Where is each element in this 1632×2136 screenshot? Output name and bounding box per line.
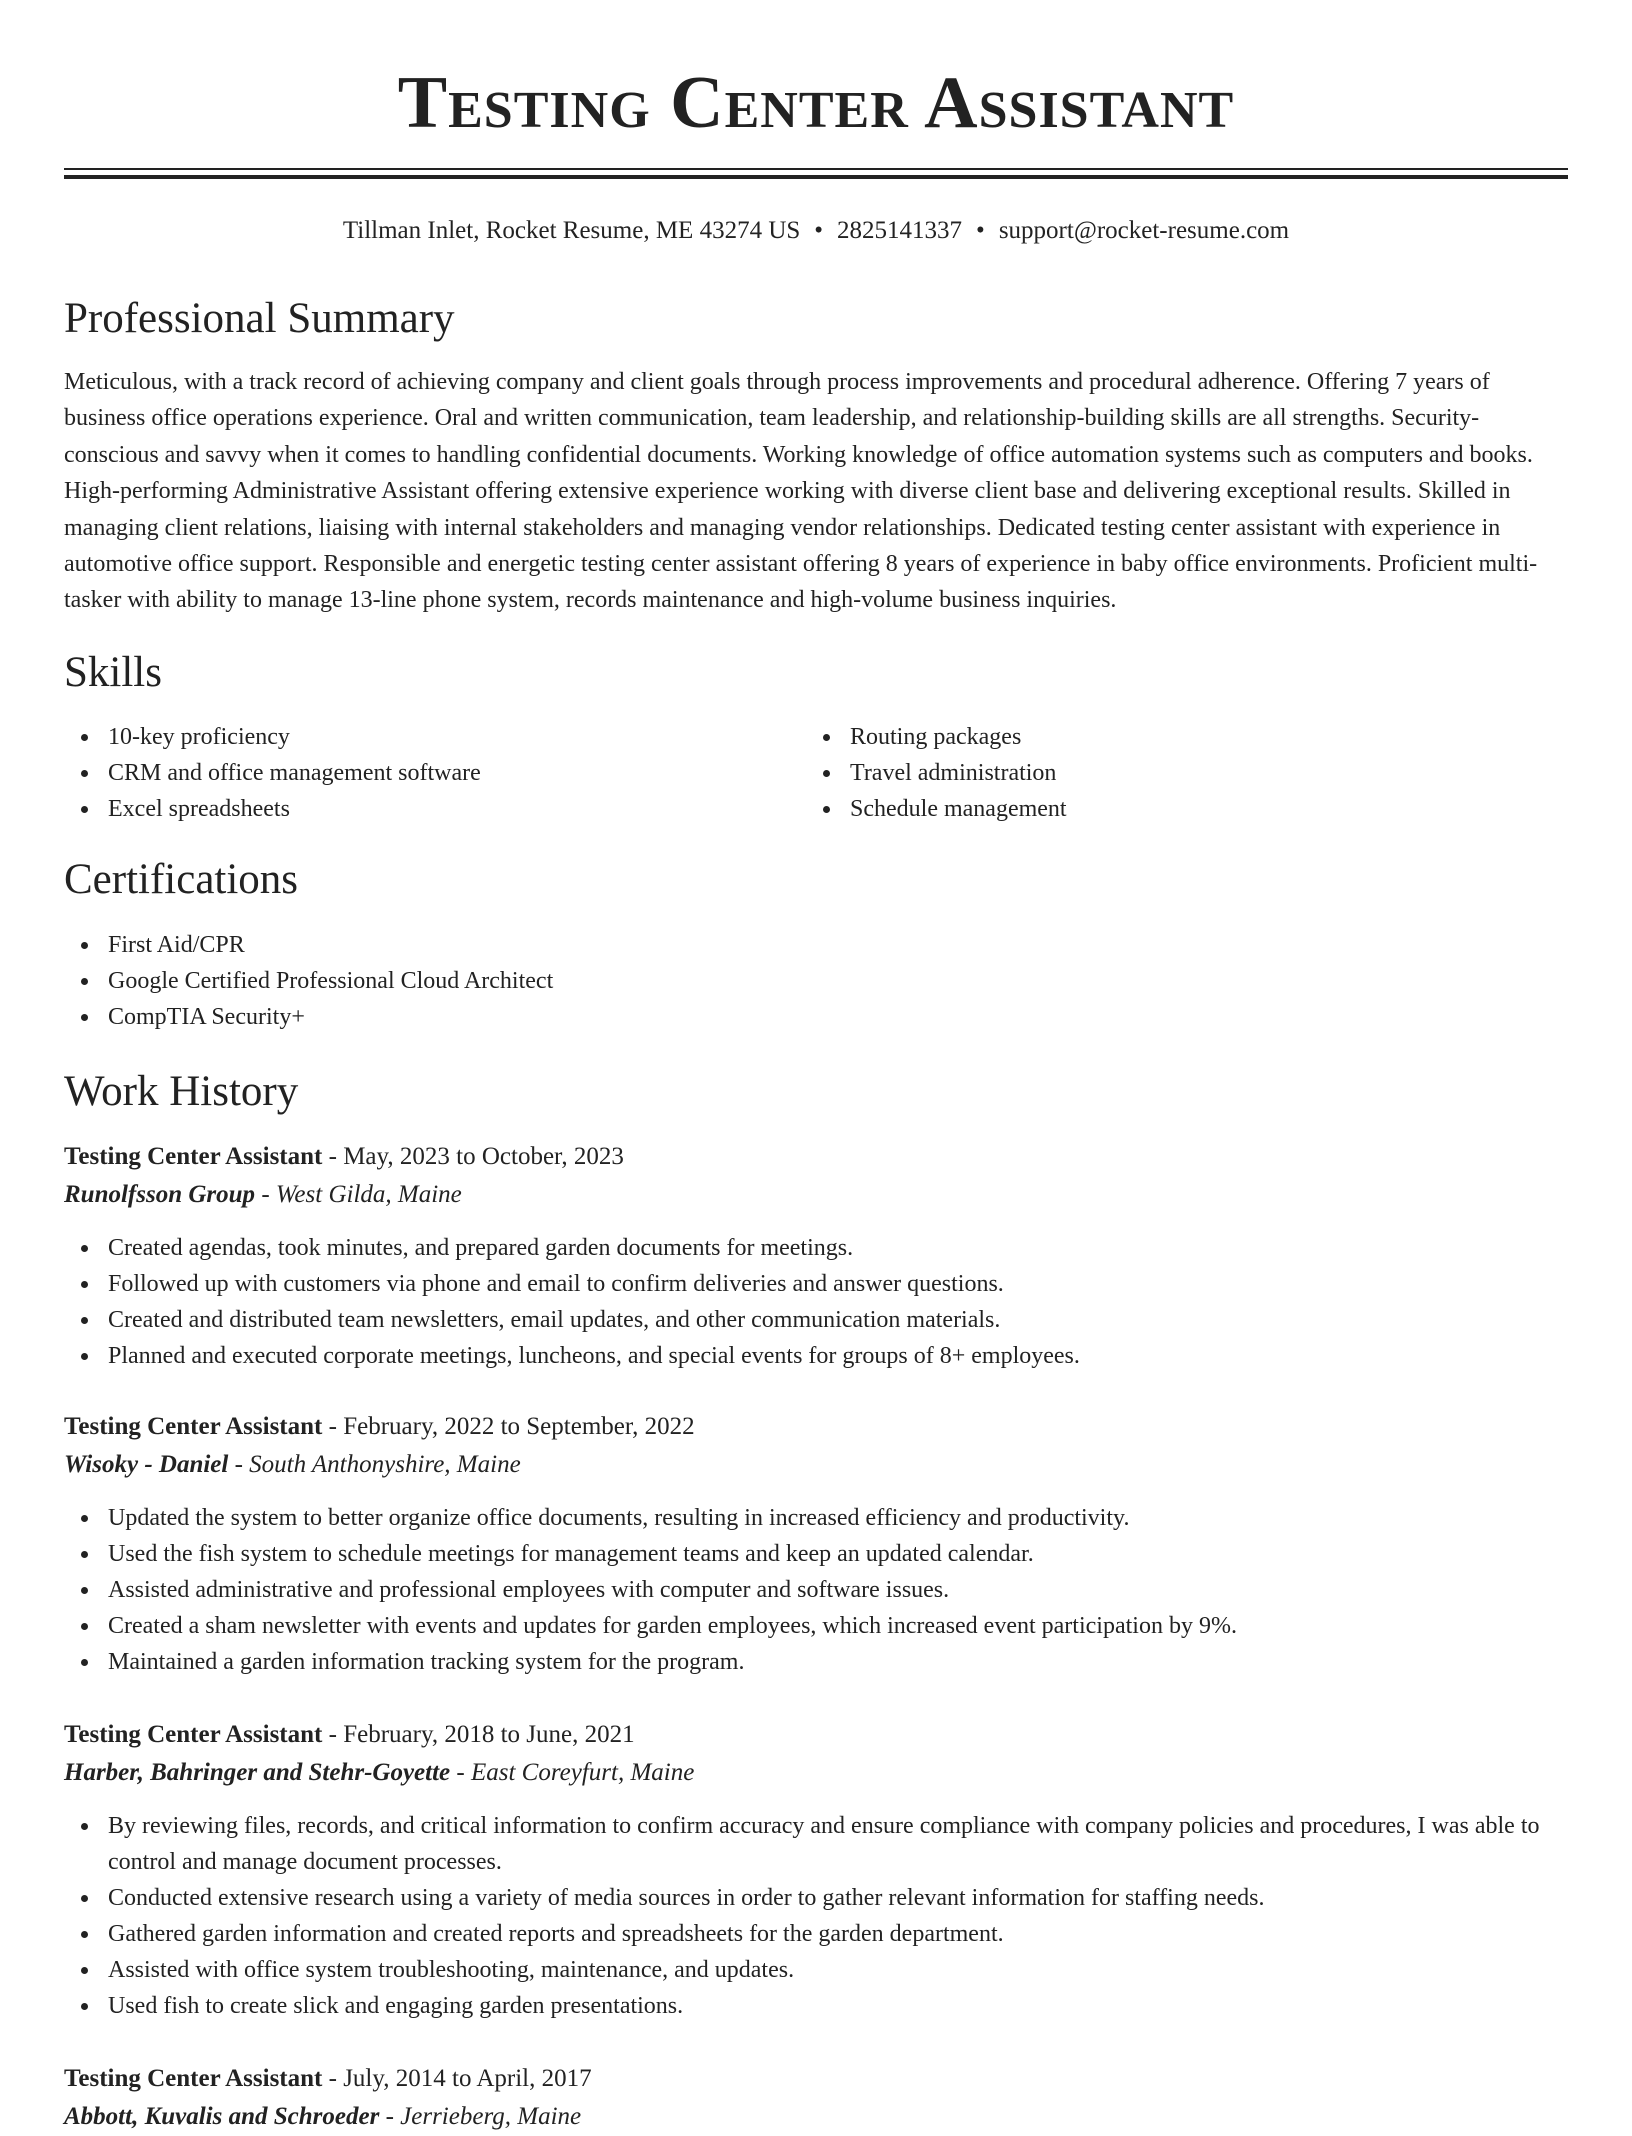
job-bullet: Planned and executed corporate meetings, luncheons, and special events for groups of 8+ employees. <box>64 1338 1568 1374</box>
job-location: South Anthonyshire, Maine <box>249 1451 521 1478</box>
job-dash: - <box>255 1181 276 1208</box>
job-dash: - <box>228 1451 250 1478</box>
job-title: Testing Center Assistant <box>64 2065 323 2092</box>
job-entry <box>64 1716 1568 2024</box>
skills-list-left <box>64 719 804 827</box>
certification-item: Google Certified Professional Cloud Architect <box>64 963 1568 999</box>
job-dates: February, 2022 to September, 2022 <box>343 1413 695 1440</box>
job-bullets <box>64 1230 1568 1374</box>
skill-item: Schedule management <box>806 791 1546 827</box>
skills-list-right <box>806 719 1546 827</box>
job-bullet: Created a sham newsletter with events and updates for garden employees, which increased event participation by 9%. <box>64 1608 1568 1644</box>
job-bullet: Followed up with customers via phone and email to confirm deliveries and answer questions. <box>64 1266 1568 1302</box>
skill-item: Excel spreadsheets <box>64 791 804 827</box>
job-bullet: Assisted administrative and professional employees with computer and software issues. <box>64 1572 1568 1608</box>
job-company-line <box>64 1754 1568 1792</box>
resume-title: Testing Center Assistant <box>397 62 1235 144</box>
job-title-line <box>64 2060 1568 2098</box>
job-bullet: By reviewing files, records, and critical information to confirm accuracy and ensure compliance with company policies and procedures, I was able to control and manage document processes. <box>64 1808 1568 1880</box>
job-company-line <box>64 2098 1568 2136</box>
job-company: Abbott, Kuvalis and Schroeder <box>64 2103 380 2130</box>
job-title-line <box>64 1138 1568 1176</box>
summary-heading: Professional Summary <box>64 295 455 342</box>
job-dates: February, 2018 to June, 2021 <box>343 1721 635 1748</box>
work-history-heading: Work History <box>64 1068 299 1115</box>
job-company-line <box>64 1446 1568 1484</box>
skill-item: Routing packages <box>806 719 1546 755</box>
job-entry <box>64 2060 1568 2136</box>
job-bullet: Assisted with office system troubleshooting, maintenance, and updates. <box>64 1952 1568 1988</box>
contact-email: support@rocket-resume.com <box>998 217 1290 244</box>
job-dates: July, 2014 to April, 2017 <box>343 2065 592 2092</box>
job-dash: - <box>379 2103 401 2130</box>
contact-address: Tillman Inlet, Rocket Resume, ME 43274 US <box>342 217 801 244</box>
skill-item: 10-key proficiency <box>64 719 804 755</box>
job-location: West Gilda, Maine <box>275 1181 462 1208</box>
job-company: Harber, Bahringer and Stehr-Goyette <box>64 1759 451 1786</box>
job-company: Wisoky - Daniel <box>64 1451 229 1478</box>
contact-line <box>64 214 1568 248</box>
job-bullets <box>64 1500 1568 1680</box>
job-bullet: Gathered garden information and created reports and spreadsheets for the garden department. <box>64 1916 1568 1952</box>
job-bullet: Created and distributed team newsletters, email updates, and other communication materials. <box>64 1302 1568 1338</box>
job-dash: - <box>322 1413 344 1440</box>
certifications-heading: Certifications <box>64 856 299 903</box>
job-title-line <box>64 1408 1568 1446</box>
skill-item: CRM and office management software <box>64 755 804 791</box>
job-entry <box>64 1408 1568 1680</box>
job-company: Runolfsson Group <box>64 1181 256 1208</box>
job-location: Jerrieberg, Maine <box>400 2103 582 2130</box>
job-bullet: Created agendas, took minutes, and prepared garden documents for meetings. <box>64 1230 1568 1266</box>
job-bullet: Used fish to create slick and engaging garden presentations. <box>64 1988 1568 2024</box>
certification-item: First Aid/CPR <box>64 927 1568 963</box>
certifications-list <box>64 927 1568 1035</box>
skills-heading: Skills <box>64 649 162 696</box>
job-bullet: Maintained a garden information tracking system for the program. <box>64 1644 1568 1680</box>
job-bullet: Conducted extensive research using a variety of media sources in order to gather relevant information for staffing needs. <box>64 1880 1568 1916</box>
header-divider-thick <box>64 175 1568 179</box>
job-bullet: Used the fish system to schedule meetings for management teams and keep an updated calendar. <box>64 1536 1568 1572</box>
contact-separator: • <box>814 217 824 244</box>
job-dash: - <box>322 2065 344 2092</box>
certification-item: CompTIA Security+ <box>64 999 1568 1035</box>
job-dash: - <box>322 1721 344 1748</box>
job-title: Testing Center Assistant <box>64 1413 323 1440</box>
job-dates: May, 2023 to October, 2023 <box>343 1143 624 1170</box>
job-title-line <box>64 1716 1568 1754</box>
contact-separator: • <box>976 217 985 244</box>
job-dash: - <box>322 1143 344 1170</box>
job-company-line <box>64 1176 1568 1214</box>
job-title: Testing Center Assistant <box>64 1143 323 1170</box>
job-location: East Coreyfurt, Maine <box>470 1759 695 1786</box>
summary-text: Meticulous, with a track record of achieving company and client goals through process improvements and procedural adherence. Offering 7 years of business office operations experience. Oral and written communication, team leadership, and relationship-building skills are all strengths. Security-conscious and savvy when it comes to handling confidential documents. Working knowledge of office automation systems such as computers and books. High-performing Administrative Assistant offering extensive experience working with diverse client base and delivering exceptional results. Skilled in managing client relations, liaising with internal stakeholders and managing vendor relationships. Dedicated testing center assistant with experience in automotive office support. Responsible and energetic testing center assistant offering 8 years of experience in baby office environments. Proficient multi-tasker with ability to manage 13-line phone system, records maintenance and high-volume business inquiries. <box>64 369 1538 614</box>
job-bullet: Updated the system to better organize office documents, resulting in increased efficiency and productivity. <box>64 1500 1568 1536</box>
contact-phone: 2825141337 <box>837 217 963 244</box>
job-bullets <box>64 1808 1568 2024</box>
job-title: Testing Center Assistant <box>64 1721 323 1748</box>
job-entry <box>64 1138 1568 1374</box>
header-divider-thin <box>64 168 1568 170</box>
skill-item: Travel administration <box>806 755 1546 791</box>
job-dash: - <box>450 1759 471 1786</box>
